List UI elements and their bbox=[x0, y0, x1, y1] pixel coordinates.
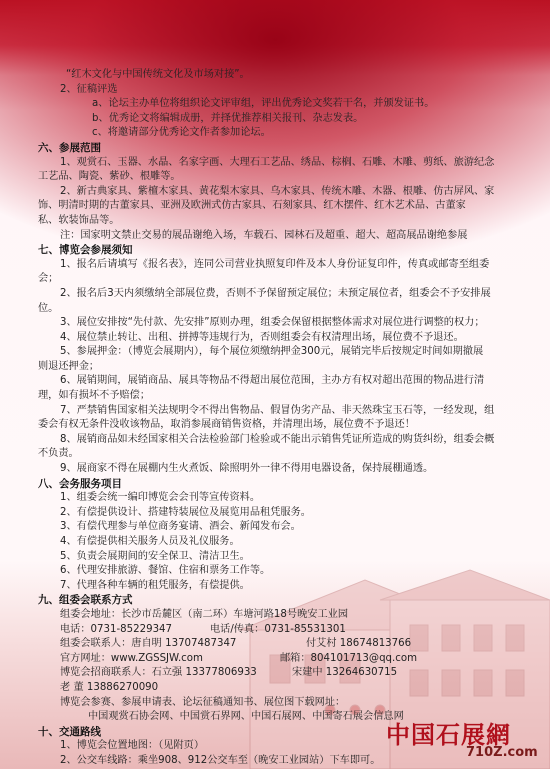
seven-p1b: 会； bbox=[38, 273, 59, 285]
tel: 电话：0731-85229347 bbox=[60, 623, 173, 635]
eight-item: 1、组委会统一编印博览会会刊等宣传资料。 bbox=[60, 492, 261, 504]
eight-item: 3、有偿代理参与单位商务宴请、酒会、新闻发布会。 bbox=[60, 521, 301, 533]
contact-row bbox=[38, 637, 528, 652]
invest-c: 老 董 13886270090 bbox=[60, 681, 159, 693]
seven-p1a: 1、报名后请填写《报名表》，连同公司营业执照复印件及本人身份证复印件，传真或邮寄至组委 bbox=[60, 258, 490, 270]
seven-p6b: 理，如有损坏不予赔偿； bbox=[38, 390, 151, 402]
eight-item: 7、代理各种车辆的租凭服务，有偿提供。 bbox=[60, 579, 250, 591]
section-eight-title: 八、会务服务项目 bbox=[38, 477, 122, 490]
s2-item: b、优秀论文将编辑成册，并择优推荐相关报刊、杂志发表。 bbox=[92, 112, 364, 124]
contact-a: 组委会联系人：唐自明 13707487347 bbox=[60, 638, 237, 650]
seven-p8a: 8、展销商品如未经国家相关合法检验部门检验或不能出示销售凭证所造成的购货纠纷，组委会概 bbox=[60, 433, 495, 445]
download-sites[interactable]: 中国观赏石协会网、中国赏石界网、中国石展网、中国寄石展会信息网 bbox=[88, 711, 404, 723]
six-p2b: 饰、明清时期的古董家具、亚洲及欧洲式仿古家具、石刻家具、红木摆件、红木艺术品、古董家 bbox=[38, 200, 466, 212]
route-1: 1、博览会位置地图：（见附页） bbox=[60, 740, 205, 752]
invest-a: 博览会招商联系人：石立强 13377806933 bbox=[60, 667, 257, 679]
route-2: 2、公交车线路：乘坐908、912公交车至（晚安工业园站）下车即可。 bbox=[60, 754, 381, 766]
eight-item: 2、有偿提供设计、搭建特装展位及展览用品租凭服务。 bbox=[60, 506, 311, 518]
logo-url: 710Z.com bbox=[466, 745, 538, 760]
six-p2c: 私、软装饰品等。 bbox=[38, 214, 120, 226]
seven-p3: 3、展位安排按“先付款、先安排”原则办理，组委会保留根据整体需求对展位进行调整的权力； bbox=[60, 317, 485, 329]
seven-p7b: 委会有权无条件没收该物品，取消参展商销售资格，并清理出场，展位费不予退还！ bbox=[38, 419, 415, 431]
section-seven-title: 七、博览会参展须知 bbox=[38, 244, 133, 257]
invest-b: 宋建中 13264630715 bbox=[292, 667, 398, 679]
s2-item: a、论坛主办单位将组织论文评审组，评出优秀论文奖若干名，并颁发证书。 bbox=[92, 98, 435, 110]
seven-p9: 9、展商家不得在展棚内生火煮饭、除照明外一律不得用电器设备，保持展棚通透。 bbox=[60, 463, 434, 475]
six-p3: 注：国家明文禁止交易的展品谢绝入场，车载石、园林石及超重、超大、超高展品谢绝参展 bbox=[60, 229, 468, 241]
logo-name: 中国石展網 bbox=[386, 720, 511, 749]
eight-item: 6、代理安排旅游、餐馆、住宿和票务工作等。 bbox=[60, 565, 271, 577]
site-logo[interactable] bbox=[386, 715, 546, 765]
intro-line: “红木文化与中国传统文化及市场对接”。 bbox=[66, 69, 250, 80]
invest-row bbox=[38, 666, 528, 681]
seven-p5a: 5、参展押金：（博览会展期内），每个展位须缴纳押金300元，展销完毕后按规定时间如期撤展 bbox=[60, 346, 484, 358]
seven-p8b: 不负责。 bbox=[38, 448, 79, 460]
eight-item: 5、负责会展期间的安全保卫、清洁卫生。 bbox=[60, 550, 250, 562]
address: 组委会地址：长沙市岳麓区（南二环）车塘河路18号晚安工业园 bbox=[60, 608, 349, 620]
web-row bbox=[38, 652, 528, 667]
document-body bbox=[38, 68, 528, 769]
six-p1a: 1、观赏石、玉器、水晶、名家字画、大理石工艺品、绣品、棕榈、石雕、木雕、剪纸、旅游纪念 bbox=[60, 156, 495, 168]
s2-title: 2、征稿评选 bbox=[60, 83, 118, 95]
seven-p4: 4、展位禁止转让、出租、拼搏等违规行为，否则组委会有权清理出场，展位费不予退还。 bbox=[60, 331, 464, 343]
website-link[interactable]: 官方网址：www.ZGSSJW.com bbox=[60, 652, 203, 664]
six-p2a: 2、新古典家具、紫檀木家具、黄花梨木家具、乌木家具、传统木雕、木器、根雕、仿古屏风、家 bbox=[60, 185, 495, 197]
section-ten-title: 十、交通路线 bbox=[38, 725, 101, 738]
email-link[interactable]: 邮箱：804101713@qq.com bbox=[280, 652, 418, 664]
six-p1b: 工艺品、陶瓷、紫砂、根雕等。 bbox=[38, 171, 181, 183]
seven-p5b: 则退还押金； bbox=[38, 360, 100, 372]
section-nine-title: 九、组委会联系方式 bbox=[38, 594, 133, 607]
seven-p6a: 6、展销期间，展销商品、展具等物品不得超出展位范围，主办方有权对超出范围的物品进行清 bbox=[60, 375, 485, 387]
s2-item: c、将邀请部分优秀论文作者参加论坛。 bbox=[92, 127, 271, 139]
download-notice: 博览会参赛、参展申请表、论坛征稿通知书、展位图下载网址： bbox=[60, 696, 346, 708]
phone-row bbox=[38, 623, 528, 638]
seven-p2a: 2、报名后3天内须缴纳全部展位费，否则不予保留预定展位；未预定展位者，组委会不予安排展 bbox=[60, 287, 491, 299]
section-six-title: 六、参展范围 bbox=[38, 141, 101, 154]
seven-p2b: 位。 bbox=[38, 302, 59, 314]
contact-b: 付艾村 18674813766 bbox=[306, 638, 412, 650]
seven-p7a: 7、严禁销售国家相关法规明令不得出售物品、假冒伪劣产品、非天然珠宝玉石等，一经发现，组 bbox=[60, 404, 495, 416]
fax: 电话/传真：0731-85531301 bbox=[210, 623, 346, 635]
eight-item: 4、有偿提供相关服务人员及礼仪服务。 bbox=[60, 536, 240, 547]
